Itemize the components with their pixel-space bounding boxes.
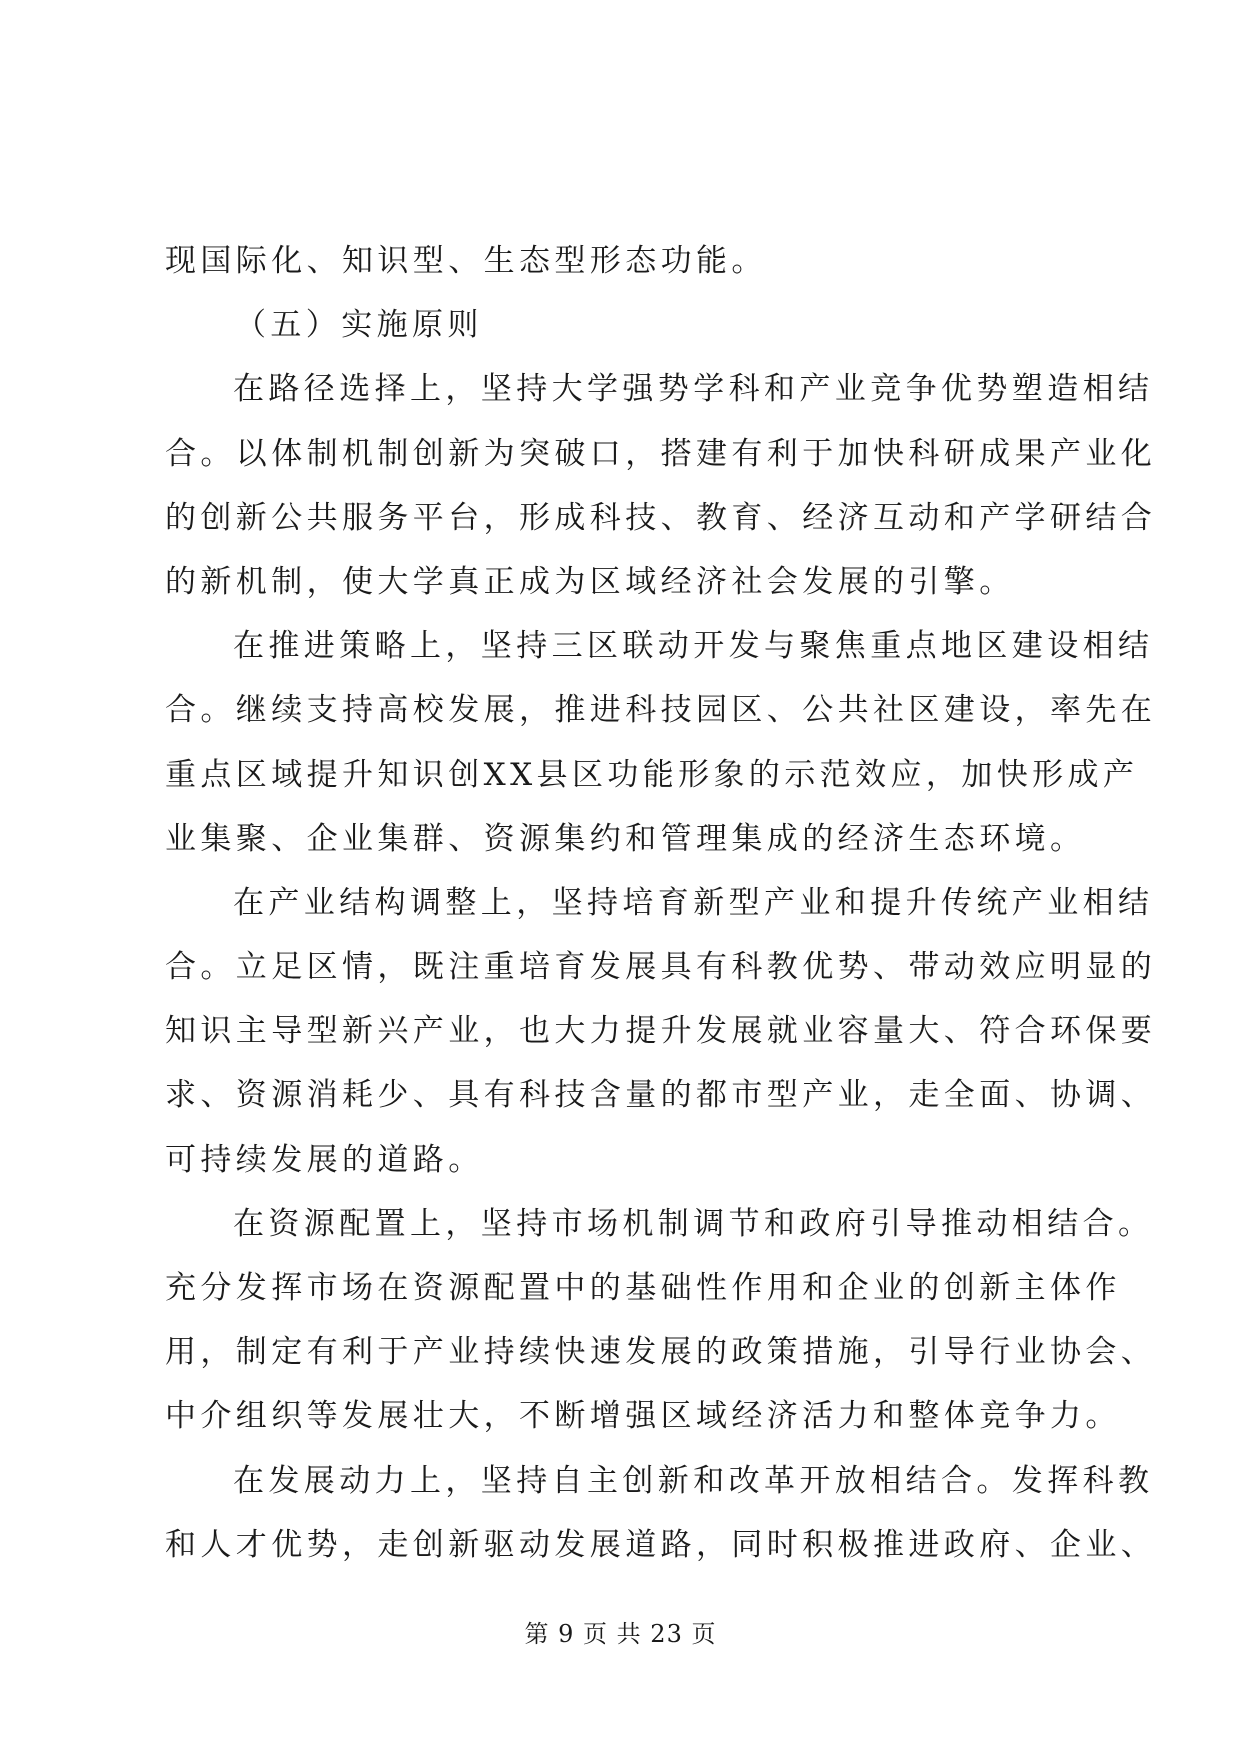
paragraph-line: 中介组织等发展壮大，不断增强区域经济活力和整体竞争力。	[165, 1398, 1121, 1435]
paragraph-line: 现国际化、知识型、生态型形态功能。	[165, 243, 767, 279]
paragraph-line: 合。继续支持高校发展，推进科技园区、公共社区建设，率先在	[165, 692, 1157, 729]
paragraph-line: 充分发挥市场在资源配置中的基础性作用和企业的创新主体作	[165, 1270, 1121, 1306]
paragraph-line: 的创新公共服务平台，形成科技、教育、经济互动和产学研结合	[165, 499, 1157, 536]
paragraph-line: 在推进策略上，坚持三区联动开发与聚焦重点地区建设相结	[233, 628, 1154, 665]
section-heading: （五）实施原则	[235, 307, 483, 344]
paragraph-line: 在发展动力上，坚持自主创新和改革开放相结合。发挥科教	[233, 1462, 1154, 1499]
paragraph-line: 知识主导型新兴产业，也大力提升发展就业容量大、符合环保要	[165, 1013, 1157, 1050]
document-body	[165, 229, 1157, 1577]
paragraph-line: 的新机制，使大学真正成为区域经济社会发展的引擎。	[165, 563, 1015, 600]
paragraph-line: 在路径选择上，坚持大学强势学科和产业竞争优势塑造相结	[233, 371, 1154, 408]
paragraph-line: 合。以体制机制创新为突破口，搭建有利于加快科研成果产业化	[165, 435, 1157, 472]
paragraph-line: 在产业结构调整上，坚持培育新型产业和提升传统产业相结	[233, 884, 1154, 921]
paragraph-line: 可持续发展的道路。	[165, 1141, 484, 1178]
paragraph-line: 求、资源消耗少、具有科技含量的都市型产业，走全面、协调、	[165, 1077, 1157, 1114]
paragraph-line: 合。立足区情，既注重培育发展具有科教优势、带动效应明显的	[165, 949, 1157, 986]
paragraph-line: 和人才优势，走创新驱动发展道路，同时积极推进政府、企业、	[165, 1526, 1157, 1563]
page-number-footer: 第 9 页 共 23 页	[524, 1620, 717, 1648]
paragraph-line: 业集聚、企业集群、资源集约和管理集成的经济生态环境。	[165, 820, 1086, 857]
paragraph-line: 用，制定有利于产业持续快速发展的政策措施，引导行业协会、	[165, 1334, 1157, 1371]
paragraph-line: 重点区域提升知识创XX县区功能形象的示范效应，加快形成产	[165, 756, 1139, 793]
paragraph-line: 在资源配置上，坚持市场机制调节和政府引导推动相结合。	[233, 1205, 1154, 1242]
